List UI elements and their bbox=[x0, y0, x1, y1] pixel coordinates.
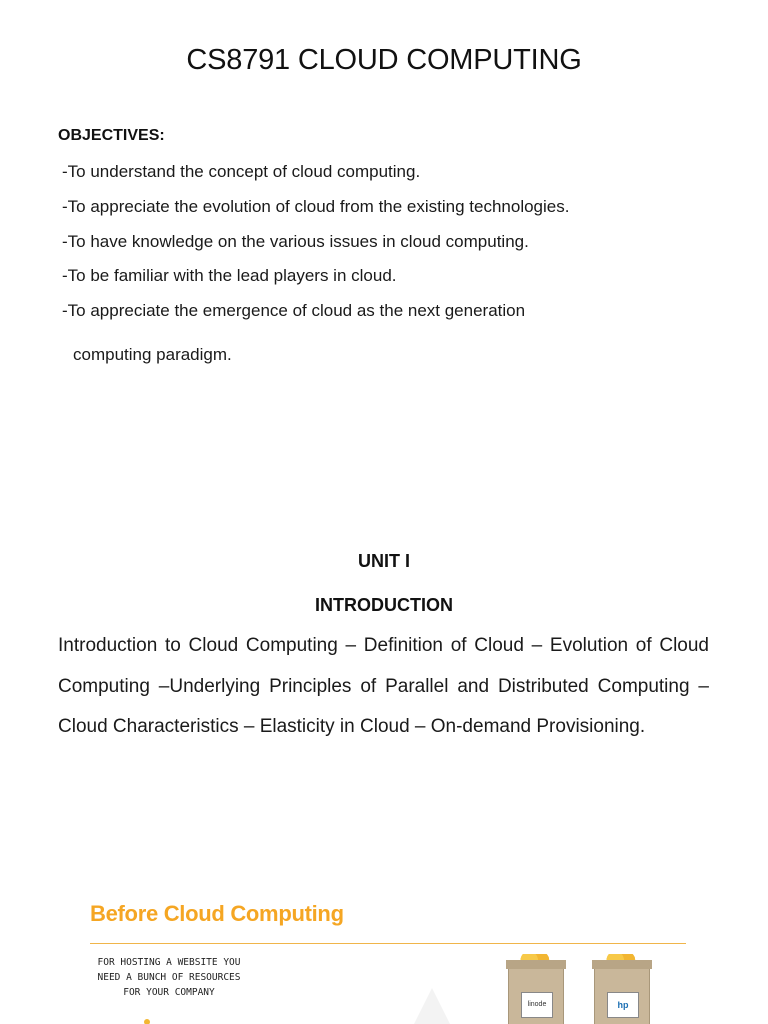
hp-logo: hp bbox=[607, 992, 639, 1018]
coin-icon bbox=[144, 1019, 150, 1024]
objective-item-continuation: computing paradigm. bbox=[73, 345, 232, 364]
linode-logo: linode bbox=[521, 992, 553, 1018]
objective-item: -To understand the concept of cloud computing. bbox=[62, 162, 421, 181]
unit-label: UNIT I bbox=[358, 551, 410, 571]
before-cloud-infographic bbox=[84, 893, 694, 1024]
objective-item: -To appreciate the emergence of cloud as the next generation bbox=[62, 301, 526, 320]
unit-syllabus: Introduction to Cloud Computing – Definition of Cloud – Evolution of Cloud Computing –Underlying Principles of Parallel and Distributed Computing – Cloud Characteristics – Elasticity in Cloud – On-demand Provisioning. bbox=[58, 635, 709, 738]
objective-item: -To appreciate the evolution of cloud from the existing technologies. bbox=[62, 197, 570, 216]
document-title: CS8791 CLOUD COMPUTING bbox=[186, 44, 582, 76]
objective-item: -To have knowledge on the various issues in cloud computing. bbox=[62, 232, 529, 251]
infographic-divider bbox=[90, 943, 686, 944]
unit-heading: INTRODUCTION bbox=[315, 595, 453, 615]
objective-item: -To be familiar with the lead players in cloud. bbox=[62, 266, 397, 285]
objectives-heading: OBJECTIVES: bbox=[58, 127, 165, 144]
server-box-icon bbox=[508, 963, 564, 1024]
infographic-caption: FOR HOSTING A WEBSITE YOU NEED A BUNCH OF RESOURCES FOR YOUR COMPANY bbox=[97, 957, 241, 998]
decorative-shape bbox=[414, 988, 450, 1024]
server-box-icon bbox=[594, 963, 650, 1024]
infographic-title: Before Cloud Computing bbox=[90, 901, 344, 926]
